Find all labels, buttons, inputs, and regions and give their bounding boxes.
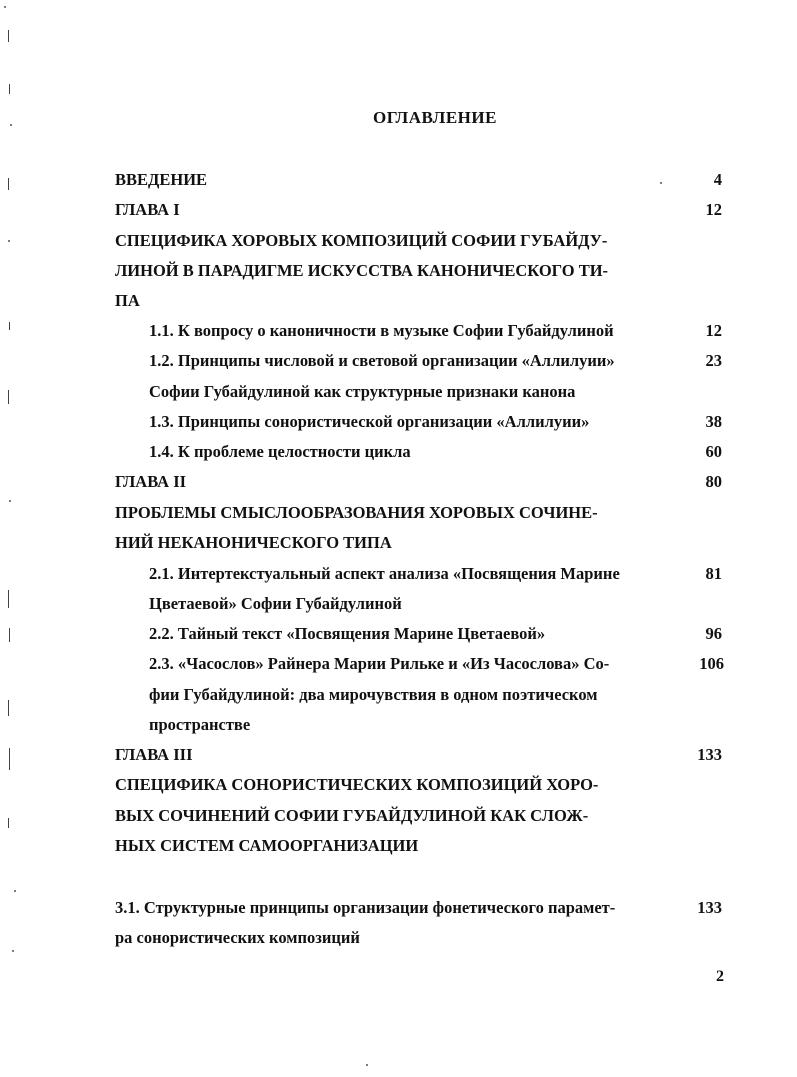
toc-entry: ЛИНОЙ В ПАРАДИГМЕ ИСКУССТВА КАНОНИЧЕСКОГО ТИ- xyxy=(115,261,609,280)
scan-artifact xyxy=(8,700,9,716)
scan-artifact xyxy=(8,178,9,190)
toc-entry: ГЛАВА II xyxy=(115,472,187,491)
toc-entry: НИЙ НЕКАНОНИЧЕСКОГО ТИПА xyxy=(115,533,392,552)
toc-entry: 1.2. Принципы числовой и световой организации «Аллилуии» xyxy=(149,351,615,370)
toc-page-number: 106 xyxy=(699,654,724,673)
scan-artifact xyxy=(14,890,16,892)
toc-entry: 1.1. К вопросу о каноничности в музыке Софии Губайдулиной xyxy=(149,321,614,340)
toc-entry: 3.1. Структурные принципы организации фонетического парамет- xyxy=(115,898,616,917)
toc-entry: 2.1. Интертекстуальный аспект анализа «Посвящения Марине xyxy=(149,564,620,583)
toc-entry: ПРОБЛЕМЫ СМЫСЛООБРАЗОВАНИЯ ХОРОВЫХ СОЧИНЕ- xyxy=(115,503,598,522)
toc-entry: 1.3. Принципы сонористической организации «Аллилуии» xyxy=(149,412,590,431)
toc-entry: 1.4. К проблеме целостности цикла xyxy=(149,442,411,461)
toc-title: ОГЛАВЛЕНИЕ xyxy=(373,108,497,127)
scan-artifact xyxy=(8,590,9,608)
scan-artifact xyxy=(9,84,10,94)
toc-page-number: 12 xyxy=(705,321,722,340)
toc-page-number: 133 xyxy=(697,898,722,917)
toc-entry: 2.3. «Часослов» Райнера Марии Рильке и «Из Часослова» Со- xyxy=(149,654,610,673)
scan-artifact xyxy=(9,628,10,642)
toc-entry: ВЫХ СОЧИНЕНИЙ СОФИИ ГУБАЙДУЛИНОЙ КАК СЛОЖ- xyxy=(115,806,589,825)
scan-artifact xyxy=(9,322,10,330)
toc-entry: пространстве xyxy=(149,715,251,734)
toc-entry: 2.2. Тайный текст «Посвящения Марине Цветаевой» xyxy=(149,624,546,643)
toc-entry: ВВЕДЕНИЕ xyxy=(115,170,208,189)
toc-page-number: 80 xyxy=(705,472,722,491)
scan-artifact xyxy=(9,500,11,502)
scan-artifact xyxy=(10,124,12,126)
toc-entry: ГЛАВА III xyxy=(115,745,193,764)
toc-entry: НЫХ СИСТЕМ САМООРГАНИЗАЦИИ xyxy=(115,836,419,855)
toc-entry: фии Губайдулиной: два мирочувствия в одном поэтическом xyxy=(149,685,598,704)
scan-artifact xyxy=(4,6,6,8)
scan-artifact xyxy=(8,240,10,242)
toc-page-number: 23 xyxy=(705,351,722,370)
page-number: 2 xyxy=(716,968,724,985)
scan-artifact xyxy=(8,30,9,42)
toc-page-number: 96 xyxy=(705,624,722,643)
scan-artifact xyxy=(9,748,10,770)
scan-artifact xyxy=(366,1064,368,1066)
scan-artifact xyxy=(8,390,9,404)
toc-entry: ГЛАВА I xyxy=(115,200,180,219)
toc-page-number: 133 xyxy=(697,745,722,764)
scan-artifact xyxy=(12,950,14,952)
toc-entry: ра сонористических композиций xyxy=(115,928,360,947)
toc-entry: СПЕЦИФИКА ХОРОВЫХ КОМПОЗИЦИЙ СОФИИ ГУБАЙДУ- xyxy=(115,231,608,250)
toc-page-number: 38 xyxy=(705,412,722,431)
toc-entry: Софии Губайдулиной как структурные признаки канона xyxy=(149,382,576,401)
toc-entry: ПА xyxy=(115,291,140,310)
toc-entry: Цветаевой» Софии Губайдулиной xyxy=(149,594,402,613)
toc-page-number: 81 xyxy=(705,564,722,583)
toc-page-number: 4 xyxy=(713,170,722,189)
scan-artifact xyxy=(660,182,662,184)
toc-page-number: 60 xyxy=(705,442,722,461)
scan-artifact xyxy=(8,818,9,828)
toc-entry: СПЕЦИФИКА СОНОРИСТИЧЕСКИХ КОМПОЗИЦИЙ ХОРО- xyxy=(115,775,599,794)
toc-page-number: 12 xyxy=(705,200,722,219)
